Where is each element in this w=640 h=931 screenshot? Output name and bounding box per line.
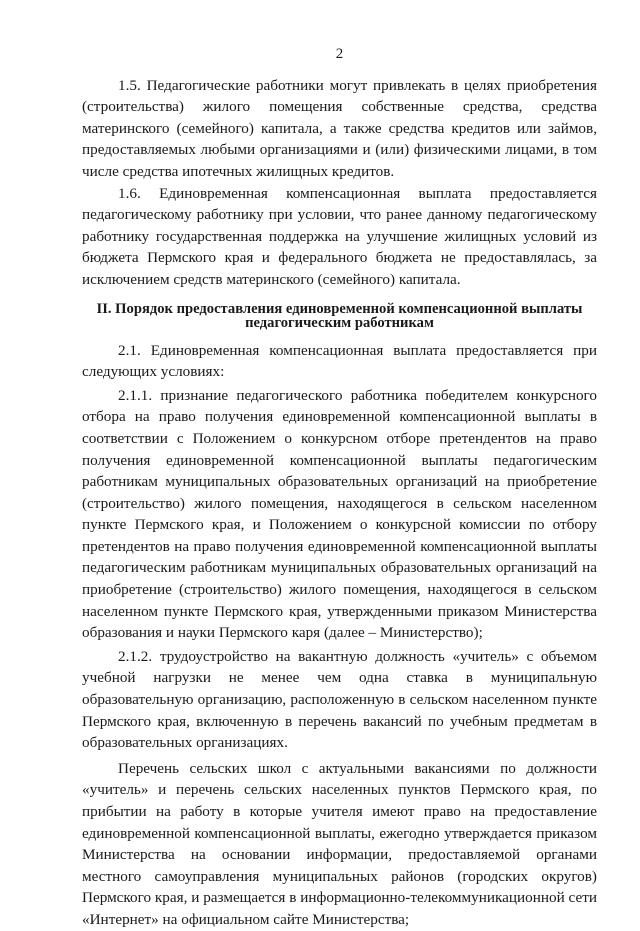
document-page: [82, 44, 597, 931]
paragraph-1-6: 1.6. Единовременная компенсационная выплата предоставляется педагогическому работнику при условии, что ранее данному педагогическому работнику государственная поддержка на улучшение жилищных условий из бюджета Пермского края и федерального бюджета не предоставлялась, за исключением средств материнского (семейного) капитала.: [82, 184, 597, 288]
section-heading-line-1: II. Порядок предоставления единовременной компенсационной выплаты: [96, 300, 583, 317]
paragraph-schools-list: Перечень сельских школ с актуальными вакансиями по должности «учитель» и перечень сельских населенных пунктов Пермского края, по прибытии на работу в которые учителя имеют право на предоставление единовременной компенсационной выплаты, ежегодно утверждается приказом Министерства на основании информации, предоставляемой органами местного самоуправления муниципальных районов (городских округов) Пермского края, и размещается в информационно-телекоммуникационной сети «Интернет» на официальном сайте Министерства;: [82, 759, 597, 928]
paragraph-2-1-1: 2.1.1. признание педагогического работника победителем конкурсного отбора на право получения единовременной компенсационной выплаты в соответствии с Положением о конкурсном отборе претендентов на право получения единовременной компенсационной выплаты педагогическим работникам муниципальных образовательных организаций на приобретение (строительство) жилого помещения, находящегося в сельском населенном пункте Пермского края, и Положением о конкурсной комиссии по отбору претендентов на право получения единовременной компенсационной выплаты педагогическим работникам муниципальных образовательных организаций на приобретение (строительство) жилого помещения, находящегося в сельском населенном пункте Пермского края, утвержденными приказом Министерства образования и науки Пермского каря (далее – Министерство);: [82, 386, 597, 642]
section-heading: [82, 302, 597, 330]
paragraph-1-5: 1.5. Педагогические работники могут привлекать в целях приобретения (строительства) жилого помещения собственные средства, средства материнского (семейного) капитала, а также средства кредитов или займов, предоставляемых любыми организациями и (или) физическими лицами, в том числе средства ипотечных жилищных кредитов.: [82, 76, 597, 180]
page-number: 2: [335, 46, 344, 62]
paragraph-2-1: 2.1. Единовременная компенсационная выплата предоставляется при следующих условиях:: [82, 341, 597, 381]
section-heading-line-2: педагогическим работникам: [245, 314, 434, 331]
paragraph-2-1-2: 2.1.2. трудоустройство на вакантную должность «учитель» с объемом учебной нагрузки не менее чем одна ставка в муниципальную образовательную организацию, расположенную в сельском населенном пункте Пермского края, включенную в перечень вакансий по учебным предметам в образовательных организациях.: [82, 647, 597, 752]
